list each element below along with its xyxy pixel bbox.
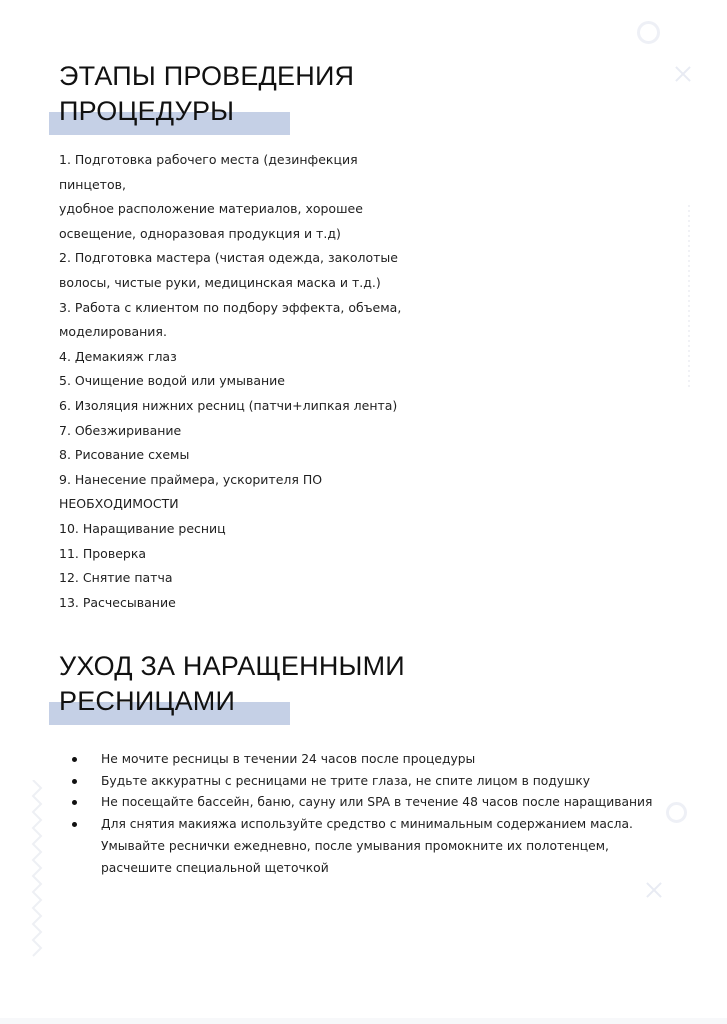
- list-item: [72, 792, 662, 814]
- list-item-text: Не посещайте бассейн, баню, сауну или SPA в течение 48 часов после наращивания: [101, 795, 653, 810]
- list-item-text: Не мочите ресницы в течении 24 часов после процедуры: [101, 752, 476, 766]
- list-item: 11. Проверка: [59, 545, 147, 561]
- title-line: ПРОЦЕДУРЫ: [59, 96, 235, 126]
- bullet-icon: [72, 757, 77, 762]
- title-line: РЕСНИЦАМИ: [59, 686, 236, 716]
- list-item: 5. Очищение водой или умывание: [59, 373, 285, 389]
- bullet-icon: [72, 779, 77, 784]
- list-item: 13. Расчесывание: [59, 594, 176, 610]
- procedure-steps-list: [59, 148, 419, 615]
- list-item: [72, 771, 662, 793]
- list-item: 9. Нанесение праймера, ускорителя ПО НЕОБХОДИМОСТИ: [59, 471, 323, 512]
- title-line: ЭТАПЫ ПРОВЕДЕНИЯ: [59, 61, 355, 91]
- list-item-text: Будьте аккуратны с ресницами не трите глаза, не спите лицом в подушку: [101, 773, 591, 788]
- care-tips-list: [72, 749, 662, 879]
- list-item: [72, 814, 662, 879]
- list-item: 10. Наращивание ресниц: [59, 520, 226, 536]
- circle-icon: [637, 21, 660, 44]
- list-item: 1. Подготовка рабочего места (дезинфекция пинцетов, удобное расположение материалов, хорошее освещение, одноразовая продукция и т.д): [59, 152, 363, 241]
- list-item: 4. Демакияж глаз: [59, 348, 177, 364]
- list-item: 3. Работа с клиентом по подбору эффекта, объема, моделирования.: [59, 299, 402, 340]
- page-bottom-edge: [0, 1018, 727, 1024]
- section-title-stages: [59, 59, 354, 129]
- list-item: 8. Рисование схемы: [59, 447, 190, 463]
- cross-icon: [675, 66, 691, 82]
- bullet-icon: [72, 822, 77, 827]
- section-title-care: [59, 649, 405, 719]
- list-item: 12. Снятие патча: [59, 570, 173, 586]
- bullet-icon: [72, 800, 77, 805]
- circle-icon: [666, 802, 687, 823]
- list-item: [72, 749, 662, 771]
- list-item-text: Для снятия макияжа используйте средство с минимальным содержанием масла. Умывайте реснички ежедневно, после умывания промокните их полотенцем, расчешите специальной щеточкой: [101, 817, 633, 875]
- wave-line-decoration: [30, 780, 44, 960]
- list-item: 7. Обезжиривание: [59, 422, 182, 438]
- cross-icon: [646, 882, 662, 898]
- dotted-line-decoration: [686, 205, 692, 390]
- list-item: 2. Подготовка мастера (чистая одежда, заколотые волосы, чистые руки, медицинская маска и т.д.): [59, 250, 398, 290]
- title-line: УХОД ЗА НАРАЩЕННЫМИ: [59, 651, 405, 681]
- list-item: 6. Изоляция нижних ресниц (патчи+липкая лента): [59, 397, 398, 413]
